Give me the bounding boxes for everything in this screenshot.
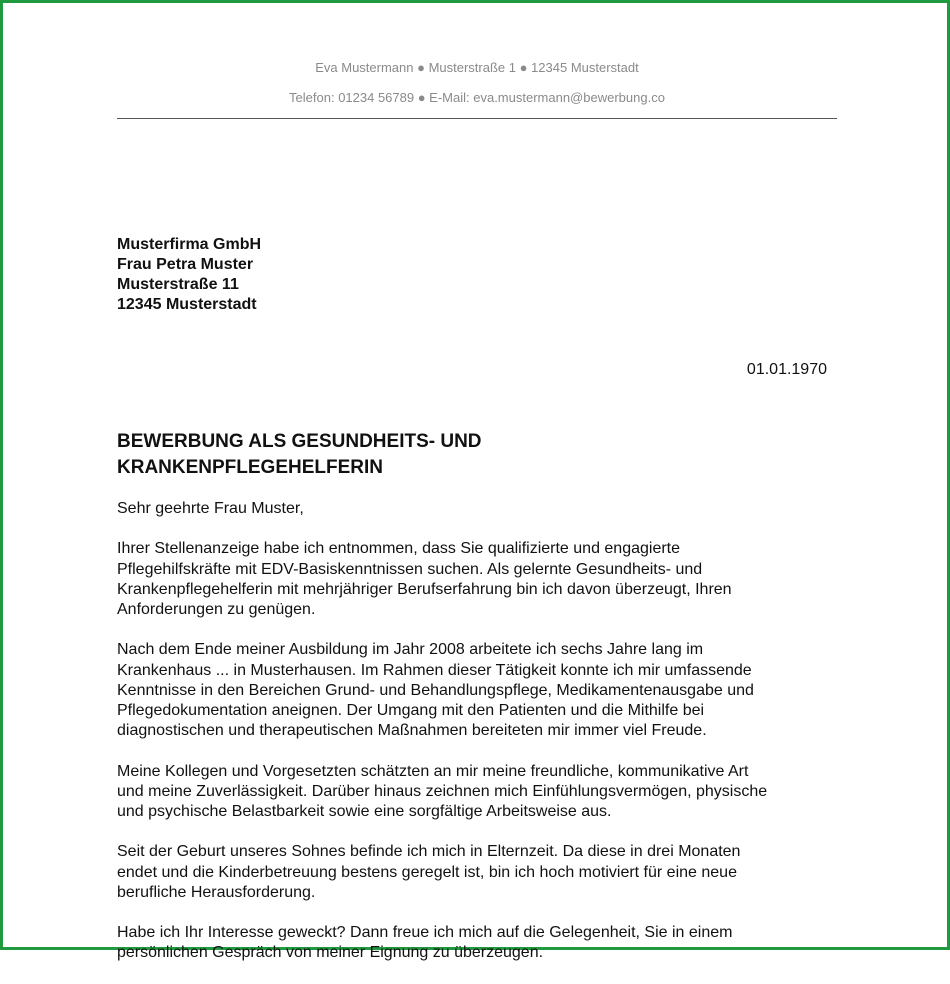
recipient-address <box>117 235 261 315</box>
recipient-street: Musterstraße 11 <box>117 276 239 293</box>
letter-date: 01.01.1970 <box>746 361 827 378</box>
recipient-company: Musterfirma GmbH <box>117 236 262 253</box>
sender-address-line: Eva Mustermann ● Musterstraße 1 ● 12345 Musterstadt <box>315 60 639 75</box>
recipient-city: 12345 Musterstadt <box>117 296 257 313</box>
body-paragraph: Seit der Geburt unseres Sohnes befinde ich mich in Elternzeit. Da diese in drei Monaten endet und die Kinderbetreuung bestens geregelt ist, bin ich hoch motiviert für eine neue berufliche Herausforderung. <box>117 843 741 901</box>
recipient-name: Frau Petra Muster <box>117 256 254 273</box>
body-paragraph: Ihrer Stellenanzeige habe ich entnommen, dass Sie qualifizierte und engagierte Pflegehilfskräfte mit EDV-Basiskenntnissen suchen. Als gelernte Gesundheits- und Krankenpflegehelferin mit mehrjähriger Berufserfahrung bin ich davon überzeugt, Ihren Anforderungen zu genügen. <box>117 540 732 618</box>
sender-header <box>117 59 837 119</box>
body-paragraph: Nach dem Ende meiner Ausbildung im Jahr 2008 arbeitete ich sechs Jahre lang im Krankenhaus ... in Musterhausen. Im Rahmen dieser Tätigkeit konnte ich mir umfassende Kenntnisse in den Bereichen Grund- und Behandlungspflege, Medikamentenausgabe und Pflegedokumentation aneignen. Der Umgang mit den Patienten und die Mithilfe bei diagnostischen und therapeutischen Maßnahmen bereiteten mir immer viel Freude. <box>117 641 754 740</box>
sender-contact-line: Telefon: 01234 56789 ● E-Mail: eva.mustermann@bewerbung.co <box>289 90 665 105</box>
body-paragraph: Meine Kollegen und Vorgesetzten schätzten an mir meine freundliche, kommunikative Art und meine Zuverlässigkeit. Darüber hinaus zeichnen mich Einfühlungsvermögen, physische und psychische Belastbarkeit sowie eine sorgfältige Arbeitsweise aus. <box>117 762 768 820</box>
body-paragraph: Habe ich Ihr Interesse geweckt? Dann freue ich mich auf die Gelegenheit, Sie in einem persönlichen Gespräch von meiner Eignung zu überzeugen. <box>117 924 733 962</box>
subject-line: KRANKENPFLEGEHELFERIN <box>117 457 384 478</box>
header-divider <box>117 118 837 119</box>
letter-body <box>117 499 837 984</box>
salutation: Sehr geehrte Frau Muster, <box>117 500 304 517</box>
subject-line: BEWERBUNG ALS GESUNDHEITS- UND <box>117 431 482 452</box>
letter-subject <box>117 429 837 481</box>
